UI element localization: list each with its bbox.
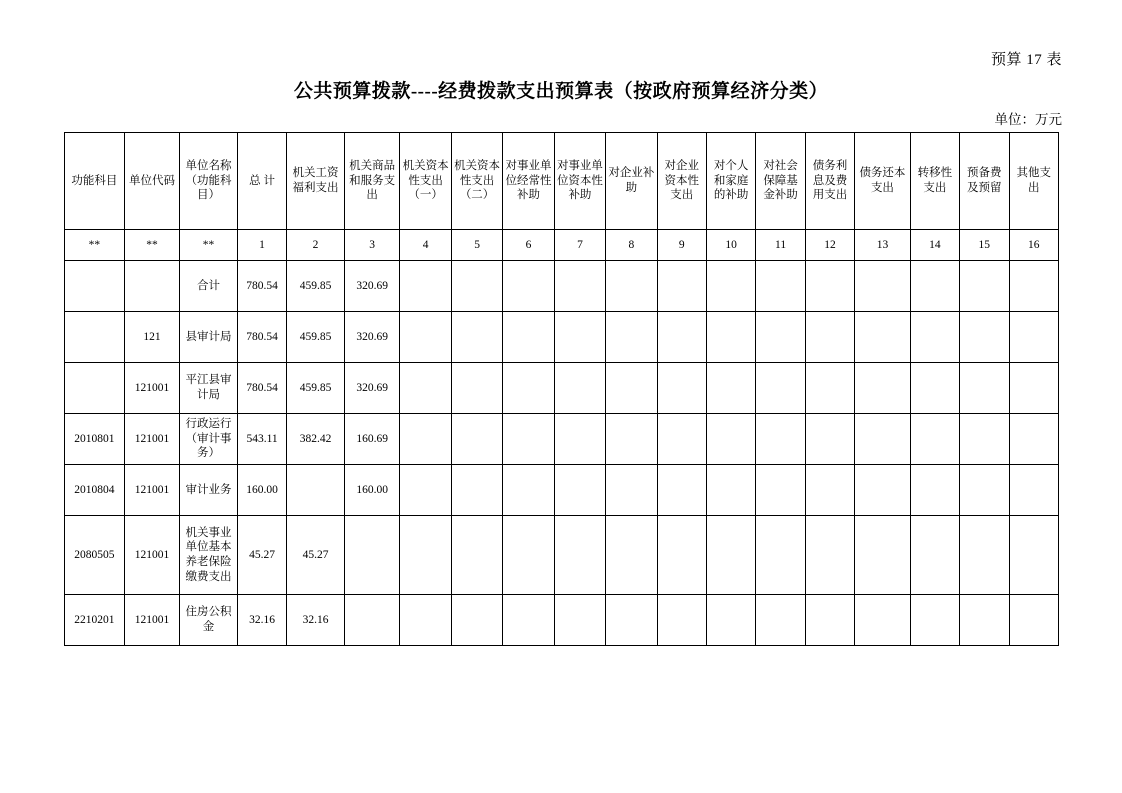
- cell-value: [554, 363, 605, 414]
- column-header: 对企业补助: [606, 133, 657, 230]
- cell-unit-code: [124, 261, 180, 312]
- column-header: 单位代码: [124, 133, 180, 230]
- cell-unit-name: 住房公积金: [180, 595, 238, 646]
- cell-value: [554, 414, 605, 465]
- column-number: 2: [287, 230, 345, 261]
- column-header: 转移性支出: [910, 133, 959, 230]
- cell-unit-name: 平江县审计局: [180, 363, 238, 414]
- cell-value: 543.11: [237, 414, 286, 465]
- cell-function-code: [65, 312, 125, 363]
- column-number: 7: [554, 230, 605, 261]
- cell-value: [805, 363, 854, 414]
- table-row: [65, 595, 1059, 646]
- cell-value: [451, 414, 502, 465]
- cell-value: [1009, 516, 1059, 595]
- table-row: [65, 465, 1059, 516]
- column-header: 功能科目: [65, 133, 125, 230]
- cell-value: [606, 312, 657, 363]
- cell-value: [1009, 363, 1059, 414]
- column-header: 对事业单位资本性补助: [554, 133, 605, 230]
- cell-value: [400, 465, 451, 516]
- column-number-row: [65, 230, 1059, 261]
- cell-value: [503, 516, 554, 595]
- cell-value: [657, 465, 706, 516]
- cell-function-code: 2010801: [65, 414, 125, 465]
- cell-value: 459.85: [287, 261, 345, 312]
- cell-value: [657, 261, 706, 312]
- column-header: 机关资本性支出（二）: [451, 133, 502, 230]
- cell-value: [805, 312, 854, 363]
- column-header: 对社会保障基金补助: [756, 133, 805, 230]
- column-header: 机关工资福利支出: [287, 133, 345, 230]
- column-header: 机关资本性支出（一）: [400, 133, 451, 230]
- cell-value: [805, 261, 854, 312]
- cell-value: [554, 595, 605, 646]
- cell-value: [910, 516, 959, 595]
- cell-value: [855, 312, 911, 363]
- column-number: 14: [910, 230, 959, 261]
- cell-unit-code: 121001: [124, 465, 180, 516]
- cell-value: [910, 312, 959, 363]
- cell-value: [451, 465, 502, 516]
- column-number: 12: [805, 230, 854, 261]
- column-number: 13: [855, 230, 911, 261]
- cell-value: [503, 414, 554, 465]
- cell-value: [554, 312, 605, 363]
- column-number: 8: [606, 230, 657, 261]
- cell-value: [400, 414, 451, 465]
- column-header: 其他支出: [1009, 133, 1059, 230]
- cell-value: [657, 312, 706, 363]
- cell-value: [400, 312, 451, 363]
- cell-value: [706, 261, 755, 312]
- cell-value: [400, 595, 451, 646]
- table-row: [65, 312, 1059, 363]
- cell-unit-code: 121001: [124, 516, 180, 595]
- cell-value: 160.00: [237, 465, 286, 516]
- column-number: 4: [400, 230, 451, 261]
- cell-value: [1009, 414, 1059, 465]
- cell-value: [756, 595, 805, 646]
- column-header: 机关商品和服务支出: [344, 133, 400, 230]
- cell-function-code: [65, 261, 125, 312]
- cell-value: [960, 516, 1009, 595]
- cell-value: [606, 363, 657, 414]
- cell-unit-code: 121: [124, 312, 180, 363]
- cell-value: [503, 465, 554, 516]
- cell-value: [503, 261, 554, 312]
- cell-value: [344, 595, 400, 646]
- column-number: 3: [344, 230, 400, 261]
- cell-value: [910, 363, 959, 414]
- cell-value: [400, 516, 451, 595]
- cell-value: 382.42: [287, 414, 345, 465]
- cell-value: [756, 516, 805, 595]
- cell-value: [451, 516, 502, 595]
- cell-value: [960, 414, 1009, 465]
- cell-value: [960, 595, 1009, 646]
- column-header: 总 计: [237, 133, 286, 230]
- table-header: [65, 133, 1059, 261]
- cell-value: [910, 261, 959, 312]
- cell-value: [287, 465, 345, 516]
- cell-value: [960, 465, 1009, 516]
- cell-value: [606, 414, 657, 465]
- cell-value: [855, 414, 911, 465]
- cell-value: [756, 312, 805, 363]
- cell-value: [756, 363, 805, 414]
- cell-value: [657, 363, 706, 414]
- cell-value: 160.00: [344, 465, 400, 516]
- cell-value: [805, 414, 854, 465]
- cell-value: [1009, 465, 1059, 516]
- cell-unit-name: 行政运行（审计事务）: [180, 414, 238, 465]
- table-body: [65, 261, 1059, 646]
- cell-value: [805, 465, 854, 516]
- cell-value: [503, 595, 554, 646]
- cell-value: [606, 465, 657, 516]
- cell-unit-code: 121001: [124, 414, 180, 465]
- cell-value: [960, 312, 1009, 363]
- cell-function-code: [65, 363, 125, 414]
- column-number: 6: [503, 230, 554, 261]
- cell-value: 780.54: [237, 261, 286, 312]
- unit-label: 单位：万元: [994, 112, 1062, 127]
- cell-value: [756, 465, 805, 516]
- cell-value: [451, 363, 502, 414]
- table-row: [65, 516, 1059, 595]
- cell-value: 780.54: [237, 363, 286, 414]
- cell-value: [855, 516, 911, 595]
- column-header: 对个人和家庭的补助: [706, 133, 755, 230]
- form-number-label: 预算 17 表: [990, 52, 1062, 68]
- page-title: 公共预算拨款----经费拨款支出预算表（按政府预算经济分类）: [293, 81, 829, 102]
- cell-value: [451, 261, 502, 312]
- cell-value: 45.27: [287, 516, 345, 595]
- column-number: **: [65, 230, 125, 261]
- cell-value: [706, 414, 755, 465]
- cell-value: [344, 516, 400, 595]
- cell-value: 459.85: [287, 363, 345, 414]
- cell-function-code: 2080505: [65, 516, 125, 595]
- cell-value: [706, 312, 755, 363]
- cell-value: [855, 261, 911, 312]
- cell-value: [400, 363, 451, 414]
- cell-unit-code: 121001: [124, 363, 180, 414]
- column-header: 债务利息及费用支出: [805, 133, 854, 230]
- cell-value: [910, 465, 959, 516]
- cell-value: 320.69: [344, 363, 400, 414]
- cell-value: [657, 414, 706, 465]
- column-number: **: [180, 230, 238, 261]
- cell-value: [756, 261, 805, 312]
- column-number: 9: [657, 230, 706, 261]
- cell-value: 32.16: [237, 595, 286, 646]
- table-row: [65, 261, 1059, 312]
- cell-value: [910, 595, 959, 646]
- cell-value: 780.54: [237, 312, 286, 363]
- cell-value: [855, 363, 911, 414]
- cell-value: [960, 261, 1009, 312]
- budget-table: [64, 132, 1059, 646]
- cell-value: [855, 465, 911, 516]
- cell-value: [554, 516, 605, 595]
- table-row: [65, 363, 1059, 414]
- cell-value: [503, 363, 554, 414]
- column-number: 10: [706, 230, 755, 261]
- column-number: 11: [756, 230, 805, 261]
- cell-value: [503, 312, 554, 363]
- column-number: 15: [960, 230, 1009, 261]
- cell-unit-name: 合计: [180, 261, 238, 312]
- cell-value: [706, 363, 755, 414]
- cell-value: [606, 516, 657, 595]
- column-header: 预备费及预留: [960, 133, 1009, 230]
- column-header: 对事业单位经常性补助: [503, 133, 554, 230]
- header-row: [65, 133, 1059, 230]
- column-header: 债务还本支出: [855, 133, 911, 230]
- cell-value: [756, 414, 805, 465]
- cell-value: [554, 465, 605, 516]
- column-number: 16: [1009, 230, 1059, 261]
- cell-value: 320.69: [344, 261, 400, 312]
- cell-value: [451, 595, 502, 646]
- table-row: [65, 414, 1059, 465]
- cell-value: 459.85: [287, 312, 345, 363]
- cell-value: 45.27: [237, 516, 286, 595]
- cell-value: [1009, 261, 1059, 312]
- column-header: 单位名称（功能科目）: [180, 133, 238, 230]
- cell-value: 32.16: [287, 595, 345, 646]
- cell-value: [606, 261, 657, 312]
- column-number: 5: [451, 230, 502, 261]
- cell-value: [706, 516, 755, 595]
- cell-value: [960, 363, 1009, 414]
- cell-value: [706, 595, 755, 646]
- cell-value: [1009, 595, 1059, 646]
- cell-value: [706, 465, 755, 516]
- cell-unit-name: 县审计局: [180, 312, 238, 363]
- cell-value: [805, 516, 854, 595]
- cell-value: [400, 261, 451, 312]
- cell-value: [606, 595, 657, 646]
- column-header: 对企业资本性支出: [657, 133, 706, 230]
- cell-value: [1009, 312, 1059, 363]
- cell-value: [451, 312, 502, 363]
- cell-value: [855, 595, 911, 646]
- cell-function-code: 2010804: [65, 465, 125, 516]
- cell-value: 160.69: [344, 414, 400, 465]
- cell-unit-name: 机关事业单位基本养老保险缴费支出: [180, 516, 238, 595]
- column-number: **: [124, 230, 180, 261]
- cell-value: [805, 595, 854, 646]
- cell-unit-name: 审计业务: [180, 465, 238, 516]
- cell-unit-code: 121001: [124, 595, 180, 646]
- cell-value: 320.69: [344, 312, 400, 363]
- cell-function-code: 2210201: [65, 595, 125, 646]
- cell-value: [657, 595, 706, 646]
- cell-value: [910, 414, 959, 465]
- cell-value: [554, 261, 605, 312]
- column-number: 1: [237, 230, 286, 261]
- cell-value: [657, 516, 706, 595]
